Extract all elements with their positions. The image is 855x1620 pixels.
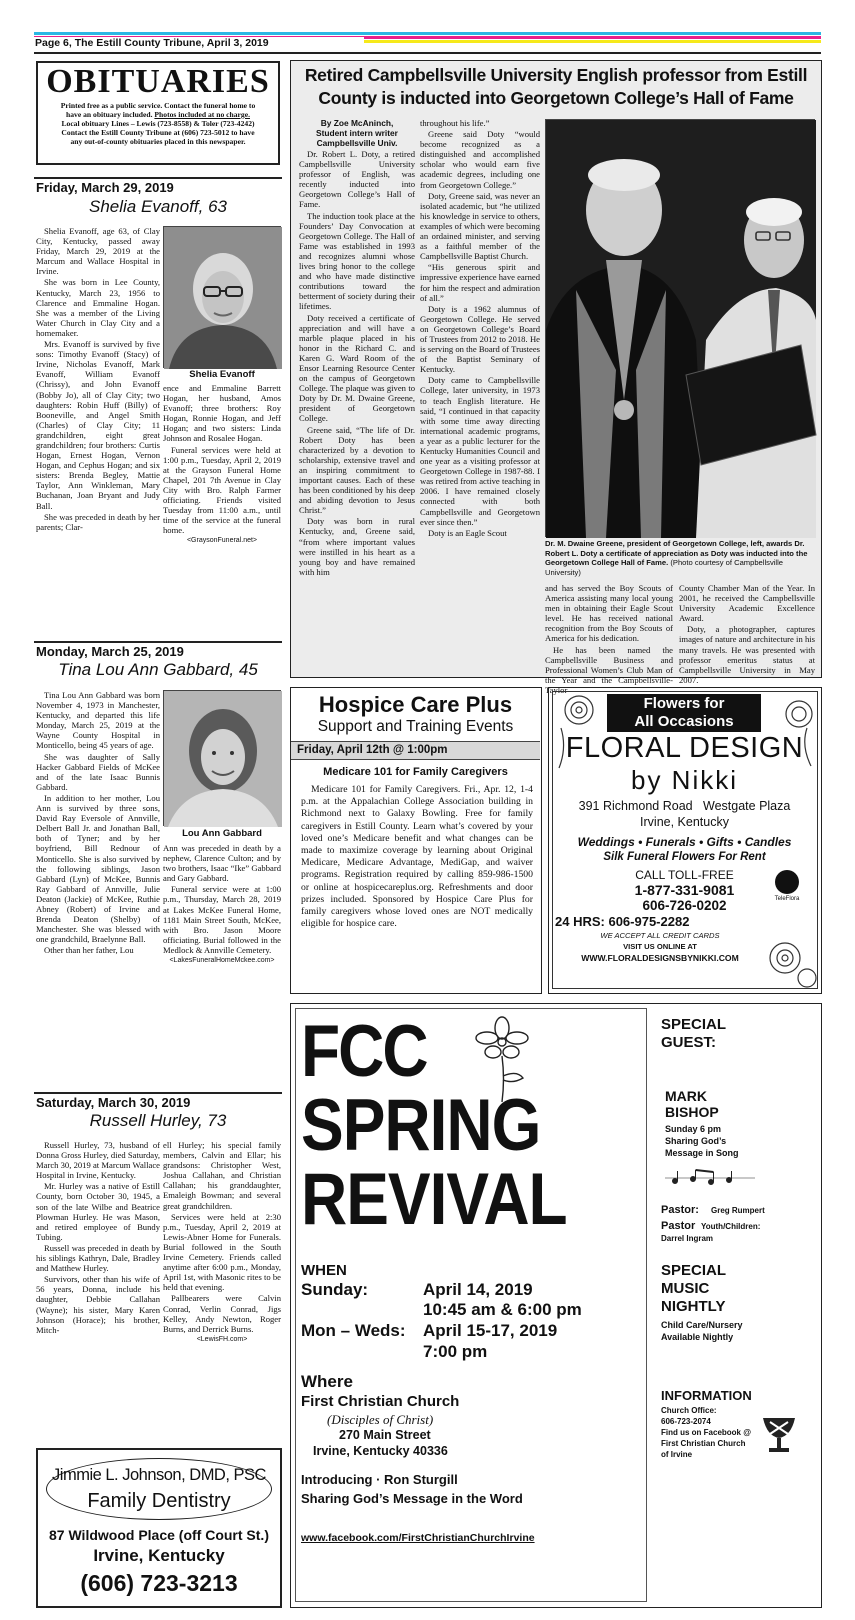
side-office-label: Church Office: [661, 1406, 717, 1415]
obit3-column-a [36, 1140, 160, 1442]
side-guest: GUEST: [661, 1034, 717, 1051]
article-headline: Retired Campbellsville University English professor from Estill County is inducted into Georgetown College’s Hall of Fame [304, 65, 808, 108]
floral-tollfree: 1-877-331-9081 [634, 882, 735, 898]
revival-title-fcc: FCC [301, 1009, 427, 1093]
article-photo-caption [545, 539, 815, 581]
obit2-column-a [36, 690, 160, 1090]
obituaries-note-2b: Photos included at no charge. [154, 110, 250, 119]
paragraph: Funeral services were held at 1:00 p.m., Tuesday, April 2, 2019 at the Grayson Funeral Home Chapel, 201 7th Avenue in Clay City with Bro. Ralph Farmer officiating. Friends visited Tuesday from 11:00 a.m., until time of the service at the funeral home. [163, 444, 281, 536]
paragraph: He has been named the Campbellsville Business and Professional Women’s Club Man of the Year and the Campbellsville-Taylor [545, 644, 673, 695]
revival-intro-tagline: Sharing God’s Message in the Word [301, 1491, 523, 1506]
obituaries-title: OBITUARIES [46, 63, 270, 100]
side-facebook-1: Find us on Facebook @ [661, 1428, 752, 1437]
revival-church: First Christian Church [301, 1393, 460, 1410]
side-care-2: Available Nightly [661, 1332, 734, 1342]
dentist-phone: (606) 723-3213 [80, 1570, 238, 1596]
paragraph: She was daughter of Sally Hacker Gabbard Fields of McKee and of the late Isaac Bunnis Gabbard. [36, 751, 160, 792]
side-youth-role: Youth/Children: [701, 1222, 761, 1231]
paragraph: and has served the Boy Scouts of America assisting many local young men in obtaining their Eagle Scout level. He has received national recognition from the Boy Scouts of America for his dedication. [545, 583, 673, 644]
article-column-3 [545, 583, 673, 695]
header-rule [34, 52, 821, 54]
revival-weekday-dates: April 15-17, 2019 [423, 1321, 558, 1340]
section-rule [34, 1092, 282, 1094]
paragraph: Tina Lou Ann Gabbard was born November 4, 1973 in Manchester, Kentucky, and departed this life Monday, March 25, 2019 at the Wayne County Hospital in Monticello, being 45 years of age. [36, 690, 160, 751]
paragraph: Greene said Doty “would become recognized as a distinguished and accomplished scholar who would earn five academic degrees, including one from Georgetown College.” [420, 129, 540, 190]
revival-sunday-date: April 14, 2019 [423, 1280, 533, 1299]
floral-title-2: by Nikki [630, 765, 738, 795]
obit2-column-b [163, 843, 281, 1083]
side-music-1: SPECIAL [661, 1262, 727, 1279]
article-column-4 [679, 583, 815, 685]
paragraph: throughout his life.” [420, 118, 490, 128]
floral-city: Irvine, Kentucky [640, 815, 729, 829]
side-special: SPECIAL [661, 1016, 727, 1033]
paragraph: ell Hurley; his special family members, Calvin and Ellar; his grandsons: Christopher West, Joshua Callahan, and Christian Callahan; his granddaughter, Emaleigh Bowman; and several great grandchildren. [163, 1140, 281, 1211]
paragraph: Pallbearers were Calvin Conrad, Verlin Conrad, Jigs Kelley, Andy Newton, Roger Burns, and Derrick Burns. [163, 1293, 281, 1334]
article-byline-2: Student intern writer [316, 128, 398, 138]
paragraph: Mr. Hurley was a native of Estill County, born October 30, 1945, a son of the late Wilbe and Beatrice Plowman Hurley. He was Mason, and retired employee of Bundy Tubing. [36, 1181, 160, 1242]
color-stripe-cyan [34, 32, 821, 35]
obit2-name: Tina Lou Ann Gabbard, 45 [58, 660, 258, 679]
floral-url: WWW.FLORALDESIGNSBYNIKKI.COM [581, 953, 739, 963]
floral-address: 391 Richmond Road Westgate Plaza [578, 799, 791, 813]
revival-sunday-label: Sunday: [301, 1280, 369, 1299]
revival-weekday-label: Mon – Weds: [301, 1321, 406, 1340]
obituaries-note-4: Contact the Estill County Tribune at (606) 723-5012 to have [61, 128, 255, 137]
article-box [290, 60, 822, 695]
side-music-3: NIGHTLY [661, 1298, 726, 1315]
article-column-2 [420, 118, 540, 674]
section-rule [34, 641, 282, 643]
revival-title-spring: SPRING [301, 1083, 541, 1167]
floral-cards: WE ACCEPT ALL CREDIT CARDS [600, 931, 720, 940]
obituaries-note-5: any out-of-county obituaries placed in this newspaper. [70, 137, 246, 146]
paragraph: Survivors, other than his wife of 56 years, Donna, include his daughter, Debbie Callahan (Wayne); his sister, Mary Karen Johnson (Horace); his brother, Mitch- [36, 1274, 160, 1335]
obit1-photo [163, 226, 281, 368]
paragraph: In addition to her mother, Lou Ann is survived by three sons, David Ray Eversole of Annville, Delbert Ball Jr. and Jonathan Ball, both of Tyner; and by her boyfriend, Bill Rednour of Monticello. She is also survived by the following siblings, Jason Gabbard (Lyn) of McKee, Bunnis Ray Gabbard of Annville, Julie Deaton (Jackie) of McKee, Ruthie Abney (Robert) of Irvine and Brenda Deaton (Shelby) of Manchester. She was blessed with one grandchild, Braelynne Ball. [36, 792, 160, 945]
paragraph: Doty is a 1962 alumnus of Georgetown College. He served on Georgetown College’s Board of Trustees from 2012 to 2018. He is serving on the Board of Trustees of the Baptist Seminary of Kentucky. [420, 303, 540, 375]
paragraph: Mrs. Evanoff is survived by five sons: Timothy Evanoff (Stacy) of Irvine, Nicholas Evanoff, Mark Evanoff, William Evanoff (Chrissy), and John Evanoff (Bobby Jo), all of Clay City; two daughters: Robin Huff (Billy) of Booneville, and Angel Smith (Charles) of Clay City; 11 grandchildren, eight great grandchildren; four brothers: Curtis Hogan, Ernest Hogan, Vernon Hogan, and Cephus Hogan; and six sisters: Brenda Begley, Mattie Taylor, Ann Winkleman, Mary Buchanan, Joan Bryant and Judy Ball. [36, 339, 160, 511]
floral-ad [548, 687, 822, 994]
dentist-city: Irvine, Kentucky [93, 1546, 225, 1565]
paragraph: Other than her father, Lou [44, 945, 134, 956]
teleflora-logo-text: TeleFlora [774, 896, 800, 902]
floral-local-phone: 606-726-0202 [642, 898, 727, 913]
section-rule [34, 177, 282, 179]
obituaries-box [36, 61, 280, 165]
paragraph: Doty is an Eagle Scout [428, 527, 507, 538]
revival-title-revival: REVIVAL [301, 1157, 567, 1241]
obituaries-note-1: Printed free as a public service. Contact the funeral home to [60, 101, 256, 110]
hospice-date-bar: Friday, April 12th @ 1:00pm [291, 741, 540, 760]
floral-hours: 24 HRS: 606-975-2282 [555, 914, 690, 929]
paragraph: Doty came to Campbellsville College, later university, in 1973 to teach English literature. He said, “I continued in that capacity with some time away directing international academic programs, a year as a public lecturer for the Kentucky Humanities Council and one year as a visiting professor at Georgetown College in 1987-88. I was retired from active teaching in 2006. I have remained closely connected with both Campbellsville and Georgetown ever since then.” [420, 375, 540, 527]
revival-city: Irvine, Kentucky 40336 [313, 1444, 448, 1458]
side-music-2: MUSIC [661, 1280, 710, 1297]
paragraph: Russell was preceded in death by his siblings Kathryn, Dale, Bradley and Matthew Hurley. [36, 1242, 160, 1274]
revival-where-label: Where [301, 1372, 353, 1391]
paragraph: Doty received a certificate of appreciation and will have a marble plaque placed in his honor in the Richard C. and Karen G. Ward Room of the Ensor Learning Resource Center on the campus of Georgetown College. The plaque was given to Doty by Dr. M. Dwaine Greene, president of Georgetown College. [299, 312, 415, 424]
revival-street: 270 Main Street [339, 1428, 431, 1442]
floral-banner-line-2: All Occasions [634, 713, 734, 730]
paragraph: “His generous spirit and impressive experience have earned for him the respect and admiration of all.” [420, 262, 541, 303]
side-guest-first: MARK [665, 1088, 707, 1104]
article-byline-1: By Zoe McAninch, [320, 118, 394, 128]
hospice-body: Medicare 101 for Family Caregivers. Fri., Apr. 12, 1-4 p.m. at the Appalachian College Association building in Richmond next to Galaxy Bowling. Free for family caregivers in Estill County. Learn what’s covered by your loved one’s Medicare benefit and what changes can be made to maximize coverage by learning about Original Medicare, Medicare Advantage, MediGap, and waiver programs. Registration required by calling 859-986-1500 or online at hospicecareplus.org. Refreshments and door prizes included. Sponsored by Hospice Care Plus for family caregivers whose loved ones are NOT medically eligible for hospice care. [301, 784, 533, 930]
chalice-icon [761, 1414, 797, 1454]
obit3-date: Saturday, March 30, 2019 [36, 1095, 191, 1110]
side-guest-line-2: Sharing God’s [665, 1136, 727, 1146]
side-pastor-label: Pastor: [661, 1204, 699, 1216]
hospice-event: Medicare 101 for Family Caregivers [323, 766, 508, 778]
paragraph: County Chamber Man of the Year. In 2001, he received the Campbellsville University Academic Excellence Award. [679, 583, 815, 624]
article-column-1 [299, 118, 415, 674]
revival-denomination: (Disciples of Christ) [327, 1412, 434, 1427]
revival-ad [290, 1003, 822, 1608]
floral-title-1: FLORAL DESIGN [565, 732, 804, 764]
paragraph: Russell Hurley, 73, husband of Donna Gross Hurley, died Saturday, March 30, 2019 at Marcum Wallace Hospital in Irvine, Kentucky. [36, 1140, 160, 1181]
page-header: Page 6, The Estill County Tribune, April 3, 2019 [34, 37, 364, 51]
paragraph: Funeral service were at 1:00 p.m., Thursday, March 28, 2019 at Lakes McKee Funeral Home, 1181 Main Street South, McKee, with Bro. Jason Moore officiating. Burial followed in the Medlock & Annville Cemetery. [163, 884, 281, 955]
obit1-date: Friday, March 29, 2019 [36, 180, 174, 195]
floral-banner [607, 694, 761, 732]
obit3-name: Russell Hurley, 73 [89, 1111, 227, 1130]
article-photo [545, 119, 815, 537]
floral-banner-line-1: Flowers for [643, 695, 725, 712]
dentist-address: 87 Wildwood Place (off Court St.) [49, 1527, 269, 1543]
music-notes-icon [665, 1168, 755, 1186]
paragraph: Ann was preceded in death by a nephew, Clarence Culton; and by two brothers, Isaac “Ike” Gabbard and Gary Gabbard. [163, 843, 281, 884]
paragraph: She was born in Lee County, Kentucky, March 23, 1956 to Clarence and Emmaline Hogan. She was a member of the Living Water Church in Clay City and a homemaker. [36, 277, 160, 338]
paragraph: Greene said, “The life of Dr. Robert Doty has been characterized by a devotion to scholarship, extensive travel and an inspiring commitment to important causes. Each of these has been conditioned by his deep and abiding devotion to Jesus Christ.” [299, 424, 415, 516]
obit1-column-a [36, 226, 160, 640]
hospice-ad [290, 687, 542, 994]
obit1-credit: <GraysonFuneral.net> [186, 537, 258, 545]
floral-services: Weddings • Funerals • Gifts • Candles [577, 835, 792, 849]
side-youth-label: Pastor [661, 1220, 696, 1232]
paragraph: Services were held at 2:30 p.m., Tuesday, April 2, 2019 at Lewis-Abner Home for Funerals. Burial followed in the South Irvine Cemetery. Friends called anytime after 6:00 p.m., Monday, April 1st, with Masonic rites to be held that evening. [163, 1211, 281, 1293]
obituaries-note-3: Local obituary Lines – Lewis (723-8558) & Toler (723-4242) [61, 119, 255, 128]
revival-facebook-url[interactable]: www.facebook.com/FirstChristianChurchIrvine [301, 1532, 535, 1544]
obit2-date: Monday, March 25, 2019 [36, 644, 184, 659]
obit1-column-b [163, 383, 281, 633]
floral-silk: Silk Funeral Flowers For Rent [603, 851, 766, 863]
article-photo-credit: (Photo courtesy of Campbellsville University) [545, 558, 784, 577]
dentist-practice: Family Dentistry [87, 1490, 231, 1512]
obituaries-note-2a: have an obituary included. [66, 110, 155, 119]
hospice-title: Hospice Care Plus [318, 692, 513, 717]
revival-weekday-time: 7:00 pm [423, 1342, 488, 1361]
article-photo-caption-text: Dr. M. Dwaine Greene, president of Georgetown College, left, awards Dr. Robert L. Doty a certificate of appreciation as Doty was inducted into the Georgetown College Hall of Fame. [545, 539, 808, 568]
obit1-photo-caption: Shelia Evanoff [189, 369, 255, 380]
side-guest-line-1: Sunday 6 pm [665, 1124, 722, 1134]
side-facebook-3: of Irvine [661, 1450, 693, 1459]
paragraph: She was preceded in death by her parents; Clar- [36, 511, 160, 532]
obit3-credit: <LewisFH.com> [196, 1335, 248, 1343]
dentist-ad [36, 1448, 282, 1608]
obit2-photo-caption: Lou Ann Gabbard [182, 828, 262, 839]
paragraph: ence and Emmaline Barrett Hogan, her husband, Amos Evanoff; three brothers: Roy Hogan, Ronnie Hogan, and Jeff Hogan; and two sisters: Linda Johnson and Rosalee Hogan. [163, 383, 281, 444]
paragraph: Doty, Greene said, was never an isolated academic, but “he utilized his knowledge in service to others, examples of which were becoming an ordained minister, and serving as a faithful member of the Campbellsville Baptist Church. [420, 190, 540, 262]
dentist-name: Jimmie L. Johnson, DMD, PSC [52, 1466, 266, 1484]
obit2-photo [163, 690, 281, 826]
floral-tollfree-label: CALL TOLL-FREE [635, 868, 734, 882]
revival-side-panel [651, 1008, 819, 1602]
revival-introducing: Introducing · Ron Sturgill [301, 1472, 458, 1487]
obit3-column-b [163, 1140, 281, 1442]
paragraph: Shelia Evanoff, age 63, of Clay City, Kentucky, passed away Friday, March 29, 2019 at the Marcum and Wallace Hospital in Irvine. [36, 226, 160, 277]
side-guest-line-3: Message in Song [665, 1148, 739, 1158]
obit2-credit: <LakesFuneralHomeMckee.com> [169, 957, 275, 965]
side-office-phone: 606-723-2074 [661, 1417, 711, 1426]
side-youth-name: Darrel Ingram [661, 1234, 714, 1243]
obit1-name: Shelia Evanoff, 63 [89, 197, 227, 216]
paragraph: The induction took place at the Founders’ Day Convocation at Georgetown College. The Hall of Fame was established in 1993 and recognizes alumni whose lives bring honor to the college and who have made distinctive contributions toward the betterment of society during their lifetimes. [299, 210, 415, 312]
article-byline-3: Campbellsville Univ. [316, 138, 398, 148]
side-care-1: Child Care/Nursery [661, 1320, 743, 1330]
side-facebook-2: First Christian Church [661, 1439, 746, 1448]
teleflora-logo [775, 870, 799, 894]
hospice-subtitle: Support and Training Events [317, 718, 514, 735]
side-guest-last: BISHOP [665, 1104, 719, 1120]
paragraph: Dr. Robert L. Doty, a retired Campbellsville University professor of English, was recently inducted into Georgetown College’s Hall of Fame. [299, 149, 415, 210]
floral-online: VISIT US ONLINE AT [623, 942, 697, 951]
paragraph: Doty, a photographer, captures images of nature and architecture in his many travels. He was presented with professor emeritus status at Campbellsville University in May 2007. [679, 624, 815, 685]
side-information: INFORMATION [661, 1388, 752, 1403]
revival-when-label: WHEN [301, 1262, 347, 1279]
side-pastor-name: Greg Rumpert [711, 1206, 765, 1215]
paragraph: Doty was born in rural Kentucky, and, Greene said, “from where important values were instilled in his heart as a young boy and have remained with him [299, 516, 415, 577]
revival-sunday-times: 10:45 am & 6:00 pm [423, 1300, 582, 1319]
